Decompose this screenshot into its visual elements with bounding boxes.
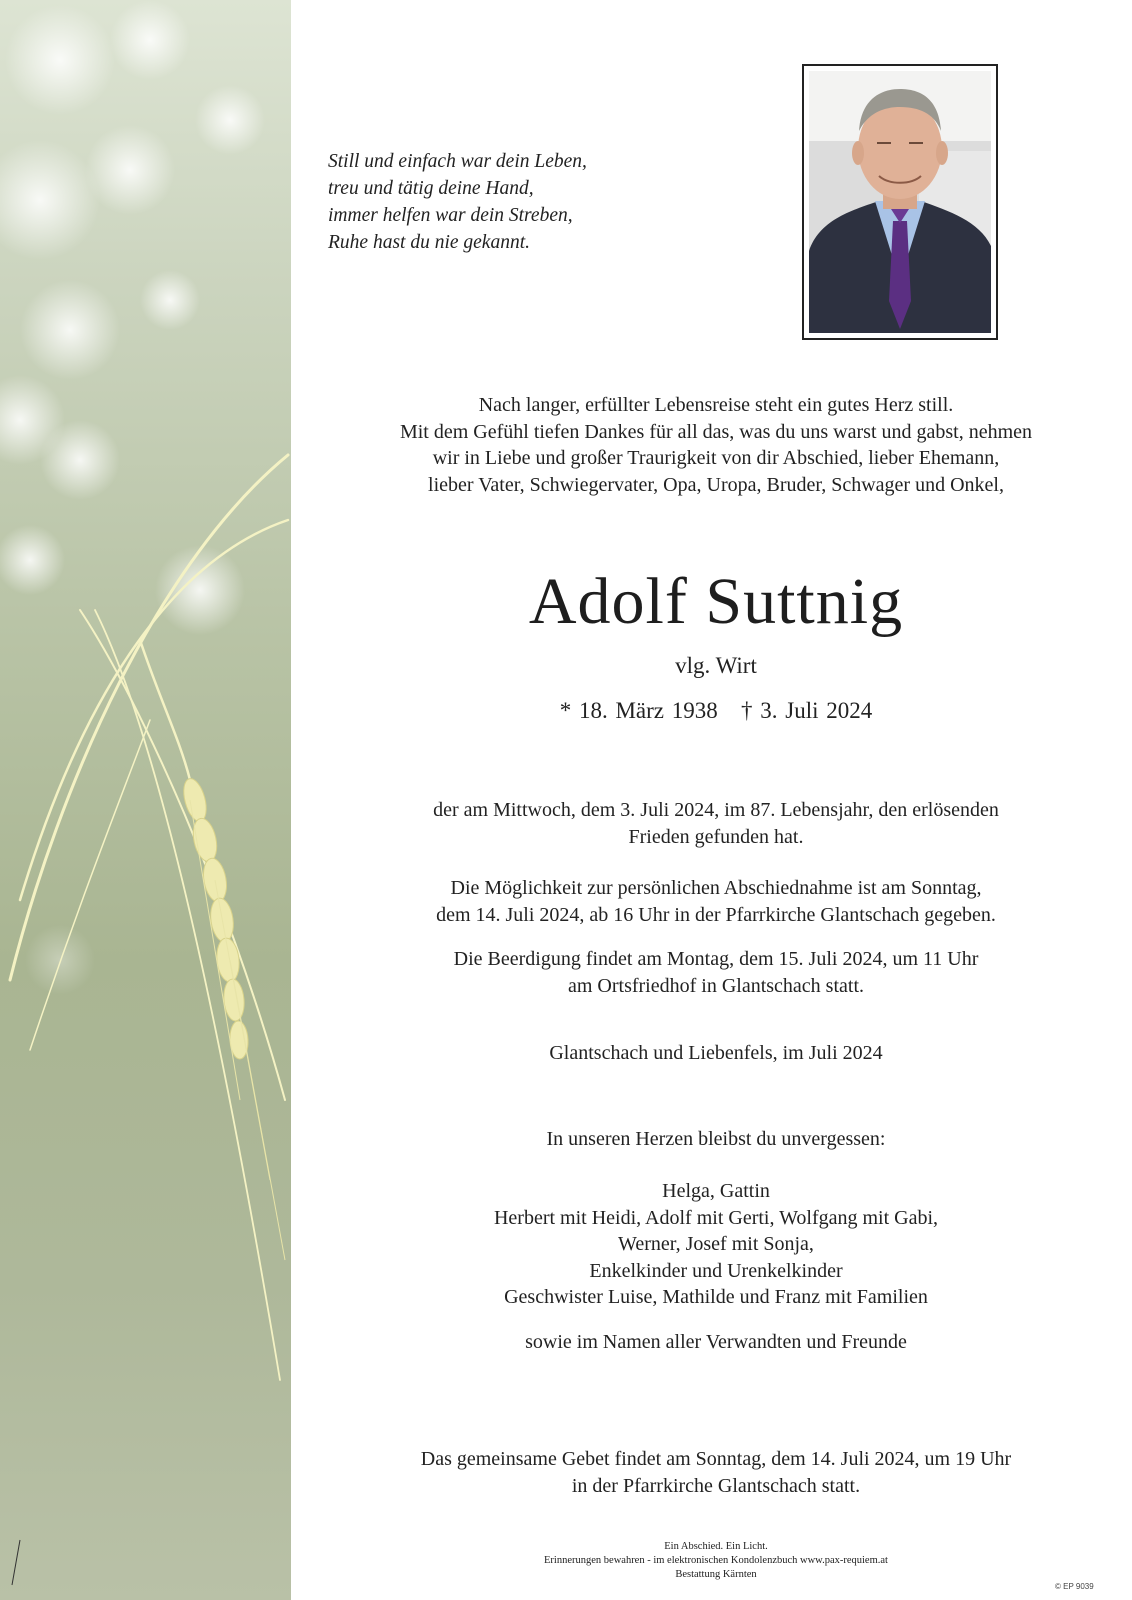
burial-line: Die Beerdigung findet am Montag, dem 15. Juli 2024, um 11 Uhr (453, 948, 979, 970)
poem-line: Ruhe hast du nie gekannt. (328, 232, 530, 253)
portrait-photo (802, 64, 998, 340)
poem (328, 148, 658, 256)
prayer-line: in der Pfarrkirche Glantschach statt. (571, 1474, 861, 1497)
poem-line: immer helfen war dein Streben, (328, 205, 573, 226)
mourner-line: Geschwister Luise, Mathilde und Franz mit Familien (504, 1286, 928, 1308)
footer-line: Bestattung Kärnten (675, 1569, 757, 1580)
intro-line: Nach langer, erfüllter Lebensreise steht ein gutes Herz still. (478, 394, 954, 416)
passing-text (300, 797, 1132, 850)
mourner-line: Herbert mit Heidi, Adolf mit Gerti, Wolfgang mit Gabi, (493, 1206, 939, 1229)
intro-line: lieber Vater, Schwiegervater, Opa, Uropa, Bruder, Schwager und Onkel, (428, 473, 1004, 496)
birth-date: * 18. März 1938 (559, 698, 718, 723)
prayer-line: Das gemeinsame Gebet findet am Sonntag, dem 14. Juli 2024, um 19 Uhr (420, 1448, 1012, 1470)
burial-text (300, 946, 1132, 999)
poem-line: Still und einfach war dein Leben, (328, 151, 587, 172)
prayer-text (300, 1446, 1132, 1499)
deceased-alias: vlg. Wirt (675, 653, 757, 678)
life-dates (300, 698, 1132, 724)
place-date: Glantschach und Liebenfels, im Juli 2024 (549, 1042, 883, 1064)
passing-line: der am Mittwoch, dem 3. Juli 2024, im 87. Lebensjahr, den erlösenden (433, 799, 999, 821)
print-code: © EP 9039 (1055, 1582, 1094, 1591)
farewell-text (300, 875, 1132, 928)
mourner-line: Helga, Gattin (662, 1180, 770, 1202)
intro-line: wir in Liebe und großer Traurigkeit von dir Abschied, lieber Ehemann, (432, 447, 1000, 469)
footer-line: Ein Abschied. Ein Licht. (664, 1541, 768, 1552)
side-panel-image (0, 0, 291, 1600)
intro-line: Mit dem Gefühl tiefen Dankes für all das, was du uns warst und gabst, nehmen (399, 420, 1033, 443)
relatives-line: sowie im Namen aller Verwandten und Freunde (525, 1331, 907, 1353)
footer-line: Erinnerungen bewahren - im elektronischen Kondolenzbuch www.pax-requiem.at (544, 1555, 888, 1566)
burial-line: am Ortsfriedhof in Glantschach statt. (567, 974, 865, 997)
death-date: † 3. Juli 2024 (741, 698, 873, 723)
mourners-list (300, 1178, 1132, 1311)
footer (300, 1540, 1132, 1582)
mourners-intro: In unseren Herzen bleibst du unvergessen: (546, 1128, 886, 1150)
barley-stalk-image (0, 0, 291, 1600)
mourner-line: Enkelkinder und Urenkelkinder (589, 1259, 843, 1282)
portrait-image (809, 71, 991, 333)
farewell-line: dem 14. Juli 2024, ab 16 Uhr in der Pfarrkirche Glantschach gegeben. (436, 903, 996, 926)
poem-line: treu und tätig deine Hand, (328, 178, 534, 199)
mourner-line: Werner, Josef mit Sonja, (618, 1233, 814, 1255)
passing-line: Frieden gefunden hat. (628, 825, 804, 848)
intro-text (300, 392, 1132, 498)
farewell-line: Die Möglichkeit zur persönlichen Abschiednahme ist am Sonntag, (450, 877, 982, 899)
deceased-name: Adolf Suttnig (528, 565, 904, 638)
